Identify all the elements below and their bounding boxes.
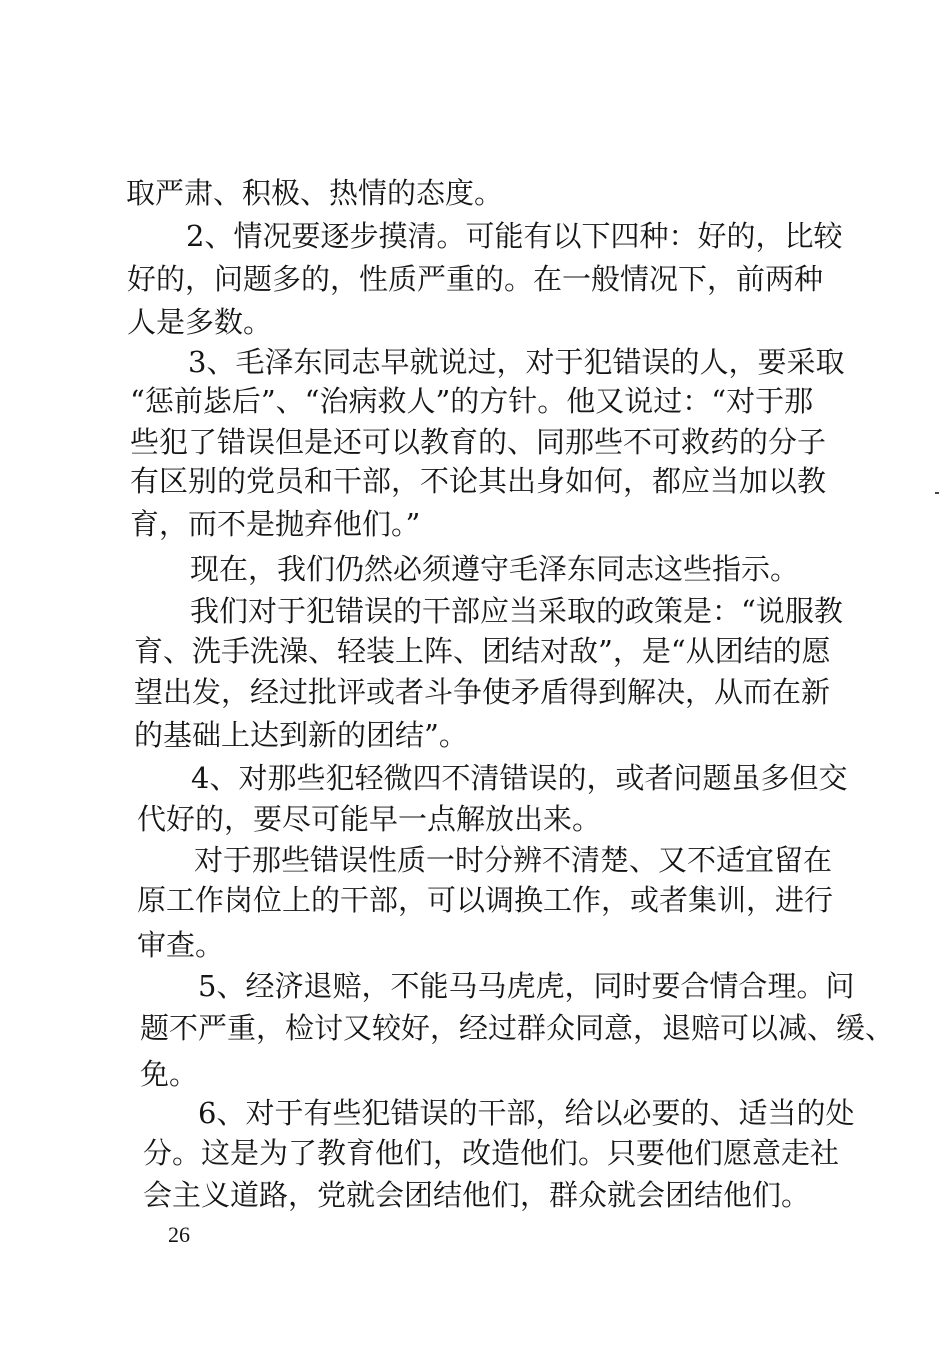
text-line: 会主义道路，党就会团结他们，群众就会团结他们。 (143, 1178, 811, 1212)
text-line: 有区别的党员和干部，不论其出身如何，都应当加以教 (130, 464, 827, 498)
text-line: 好的，问题多的，性质严重的。在一般情况下，前两种 (127, 262, 824, 296)
text-line: 题不严重，检讨又较好，经过群众同意，退赔可以减、缓、 (140, 1011, 895, 1045)
text-line: “惩前毖后”、“治病救人”的方针。他又说过：“对于那 (130, 384, 814, 418)
page-number: 26 (168, 1222, 190, 1247)
text-line: 些犯了错误但是还可以教育的、同那些不可救药的分子 (130, 425, 827, 459)
text-line: 人是多数。 (127, 305, 273, 339)
text-line: 取严肃、积极、热情的态度。 (126, 176, 504, 210)
text-line: 的基础上达到新的团结”。 (134, 718, 468, 752)
text-line: 分。这是为了教育他们，改造他们。只要他们愿意走社 (143, 1136, 840, 1170)
text-line: 3、毛泽东同志早就说过，对于犯错误的人，要采取 (188, 345, 845, 379)
text-line: 育，而不是抛弃他们。” (130, 507, 421, 541)
text-line: 我们对于犯错误的干部应当采取的政策是：“说服教 (190, 594, 843, 628)
text-line: 6、对于有些犯错误的干部，给以必要的、适当的处 (198, 1096, 855, 1130)
text-line: 免。 (140, 1057, 199, 1091)
text-line: 代好的，要尽可能早一点解放出来。 (137, 802, 602, 836)
text-line: 望出发，经过批评或者斗争使矛盾得到解决，从而在新 (134, 675, 831, 709)
text-line: 5、经济退赔，不能马马虎虎，同时要合情合理。问 (198, 969, 855, 1003)
text-line: 现在，我们仍然必须遵守毛泽东同志这些指示。 (190, 552, 800, 586)
text-line: 对于那些错误性质一时分辨不清楚、又不适宜留在 (194, 843, 833, 877)
text-line: 原工作岗位上的干部，可以调换工作，或者集训，进行 (137, 883, 834, 917)
text-line: 审查。 (137, 928, 225, 962)
scan-mark (935, 492, 939, 494)
text-line: 2、情况要逐步摸清。可能有以下四种：好的，比较 (186, 219, 843, 253)
text-line: 4、对那些犯轻微四不清错误的，或者问题虽多但交 (191, 761, 848, 795)
text-line: 育、洗手洗澡、轻装上阵、团结对敌”，是“从团结的愿 (134, 634, 831, 668)
